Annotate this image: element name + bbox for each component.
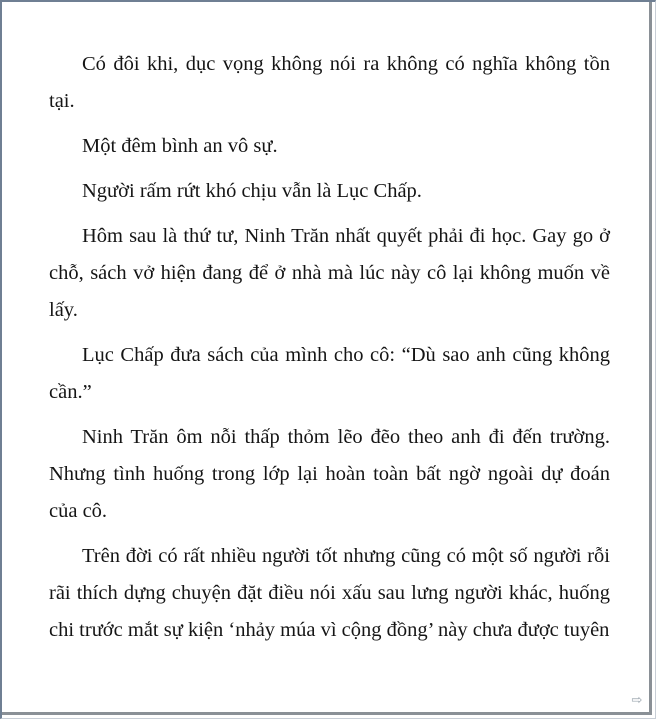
paragraph-1: Có đôi khi, dục vọng không nói ra không có nghĩa không tồn tại. [49, 53, 610, 112]
paragraph-2: Một đêm bình an vô sự. [82, 135, 278, 157]
paragraph-6: Ninh Trăn ôm nỗi thấp thỏm lẽo đẽo theo anh đi đến trường. Nhưng tình huống trong lớp lại hoàn toàn bất ngờ ngoài dự đoán của cô. [49, 426, 610, 522]
paragraph-5: Lục Chấp đưa sách của mình cho cô: “Dù sao anh cũng không cần.” [49, 344, 610, 403]
paragraph-4: Hôm sau là thứ tư, Ninh Trăn nhất quyết phải đi học. Gay go ở chỗ, sách vở hiện đang để ở nhà mà lúc này cô lại không muốn về lấy. [49, 225, 610, 321]
paragraph-7: Trên đời có rất nhiều người tốt nhưng cũng có một số người rỗi rãi thích dựng chuyện đặt điều nói xấu sau lưng người khác, huống chi trước mắt sự kiện ‘nhảy múa vì cộng đồng’ này chưa được tuyên [49, 545, 610, 641]
document-page [2, 2, 652, 715]
page-text-body [49, 46, 610, 657]
paragraph-3: Người rấm rứt khó chịu vẫn là Lục Chấp. [82, 180, 422, 202]
next-page-arrow-icon[interactable]: ⇨ [631, 693, 643, 708]
